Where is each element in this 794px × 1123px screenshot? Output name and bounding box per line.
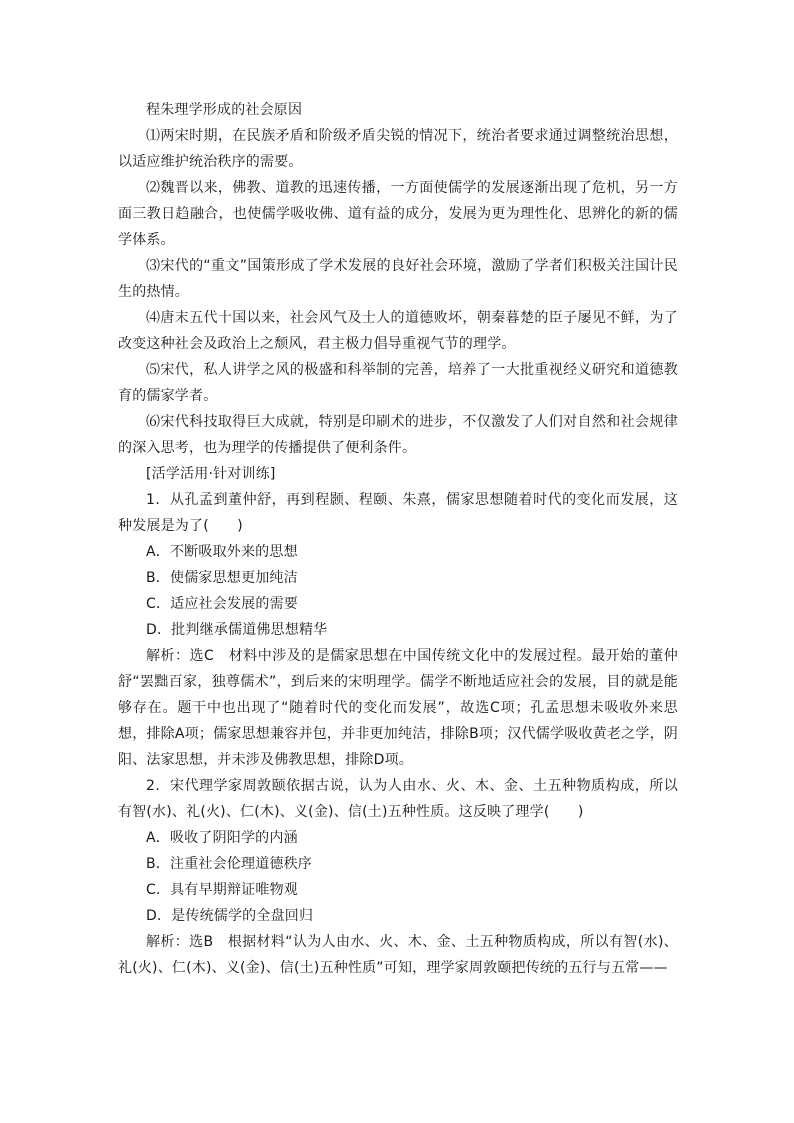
question-2-option-a: A．吸收了阴阳学的内涵: [146, 830, 298, 846]
question-2-option-b: B．注重社会伦理道德秩序: [146, 856, 313, 872]
document-page: [118, 97, 678, 981]
question-1-stem: 1．从孔孟到董仲舒，再到程颢、程颐、朱熹，儒家思想随着时代的变化而发展，这种发展是为了( ): [118, 492, 678, 534]
section-heading: 程朱理学形成的社会原因: [146, 102, 303, 118]
reason-paragraph-4: ⑷唐末五代十国以来，社会风气及士人的道德败坏，朝秦暮楚的臣子屡见不鲜，为了改变这种社会及政治上之颓风，君主极力倡导重视气节的理学。: [118, 310, 678, 352]
question-1-option-d: D．批判继承儒道佛思想精华: [146, 622, 328, 638]
question-2-option-c: C．具有早期辩证唯物观: [146, 882, 298, 898]
reason-paragraph-6: ⑹宋代科技取得巨大成就，特别是印刷术的进步，不仅激发了人们对自然和社会规律的深入思考，也为理学的传播提供了便利条件。: [118, 414, 678, 456]
reason-paragraph-5: ⑸宋代，私人讲学之风的极盛和科举制的完善，培养了一大批重视经义研究和道德教育的儒家学者。: [118, 362, 678, 404]
question-1-option-a: A．不断吸取外来的思想: [146, 544, 298, 560]
practice-section-title: [活学活用·针对训练]: [146, 466, 276, 482]
reason-paragraph-1: ⑴两宋时期，在民族矛盾和阶级矛盾尖锐的情况下，统治者要求通过调整统治思想，以适应维护统治秩序的需要。: [118, 128, 678, 170]
question-1-option-c: C．适应社会发展的需要: [146, 596, 298, 612]
question-1-option-b: B．使儒家思想更加纯洁: [146, 570, 298, 586]
question-2-option-d: D．是传统儒学的全盘回归: [146, 908, 314, 924]
question-2-analysis: 解析：选B 根据材料“认为人由水、火、木、金、土五种物质构成，所以有智(水)、礼(火)、仁(木)、义(金)、信(土)五种性质”可知，理学家周敦颐把传统的五行与五常——: [118, 934, 678, 976]
reason-paragraph-3: ⑶宋代的“重文”国策形成了学术发展的良好社会环境，激励了学者们积极关注国计民生的热情。: [118, 258, 678, 300]
question-2-stem: 2．宋代理学家周敦颐依据古说，认为人由水、火、木、金、土五种物质构成，所以有智(水)、礼(火)、仁(木)、义(金)、信(土)五种性质。这反映了理学( ): [118, 778, 678, 820]
reason-paragraph-2: ⑵魏晋以来，佛教、道教的迅速传播，一方面使儒学的发展逐渐出现了危机，另一方面三教日趋融合，也使儒学吸收佛、道有益的成分，发展为更为理性化、思辨化的新的儒学体系。: [118, 180, 678, 248]
question-1-analysis: 解析：选C 材料中涉及的是儒家思想在中国传统文化中的发展过程。最开始的董仲舒“罢黜百家，独尊儒术”，到后来的宋明理学。儒学不断地适应社会的发展，目的就是能够存在。题干中也出现了“随着时代的变化而发展”，故选C项；孔孟思想未吸收外来思想，排除A项；儒家思想兼容并包，并非更加纯洁，排除B项；汉代儒学吸收黄老之学，阴阳、法家思想，并未涉及佛教思想，排除D项。: [118, 648, 678, 768]
